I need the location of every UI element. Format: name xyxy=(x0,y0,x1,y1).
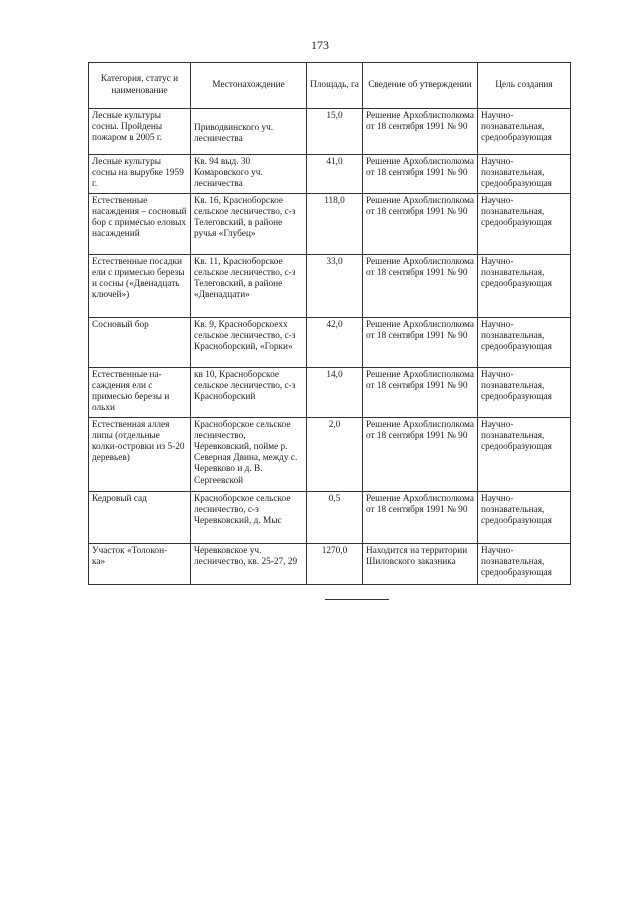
cell-area: 118,0 xyxy=(307,193,363,254)
table-row xyxy=(89,317,571,367)
cell-area: 42,0 xyxy=(307,317,363,367)
cell-purpose: Научно-познавательная, средообразующая xyxy=(478,543,571,584)
cell-area: 14,0 xyxy=(307,367,363,417)
cell-category: Участок «Толокон- ка» xyxy=(89,543,191,584)
cell-area: 33,0 xyxy=(307,254,363,317)
cell-approval: Решение Архоблисполкома от 18 сентября 1991 № 90 xyxy=(363,155,478,194)
cell-purpose: Научно-познавательная, средообразующая xyxy=(478,417,571,491)
cell-location: Кв. 11, Красноборское сельское лесничество, с-з Телеговский, в районе «Двенадцати» xyxy=(191,254,307,317)
table-row xyxy=(89,109,571,155)
cell-purpose: Научно-познавательная, средообразующая xyxy=(478,317,571,367)
cell-purpose: Научно-познавательная, средообразующая xyxy=(478,254,571,317)
header-category: Категория, статус и наименование xyxy=(89,63,191,109)
reserves-table xyxy=(88,62,571,585)
header-area: Площадь, га xyxy=(307,63,363,109)
table-row xyxy=(89,155,571,194)
table-row xyxy=(89,254,571,317)
cell-category: Кедровый сад xyxy=(89,491,191,543)
cell-location: Красноборское сельское лесничество, Черевковский, пойме р. Северная Двина, между с. Черевково и д. В. Сергеевской xyxy=(191,417,307,491)
cell-category: Лесные культуры сосны. Пройдены пожаром в 2005 г. xyxy=(89,109,191,155)
cell-category: Естественные насаждения – сосновый бор с примесью еловых насаждений xyxy=(89,193,191,254)
cell-purpose: Научно-познавательная, средообразующая xyxy=(478,109,571,155)
table-header-row xyxy=(89,63,571,109)
cell-location: кв 10, Красноборское сельское лесничество, с-з Красноборский xyxy=(191,367,307,417)
cell-approval: Решение Архоблисполкома от 18 сентября 1991 № 90 xyxy=(363,109,478,155)
header-location: Местонахождение xyxy=(191,63,307,109)
cell-purpose: Научно-познавательная, средообразующая xyxy=(478,491,571,543)
cell-location: Черевковское уч. лесничество, кв. 25-27, 29 xyxy=(191,543,307,584)
table-row xyxy=(89,193,571,254)
cell-location: Кв. 16, Красноборское сельское лесничество, с-з Телеговский, в районе ручья «Глубец» xyxy=(191,193,307,254)
footer-rule xyxy=(325,599,389,600)
cell-approval: Решение Архоблисполкома от 18 сентября 1991 № 90 xyxy=(363,491,478,543)
table-row xyxy=(89,367,571,417)
cell-area: 15,0 xyxy=(307,109,363,155)
cell-approval: Решение Архоблисполкома от 18 сентября 1991 № 90 xyxy=(363,254,478,317)
cell-approval: Решение Архоблисполкома от 18 сентября 1991 № 90 xyxy=(363,193,478,254)
cell-purpose: Научно-познавательная, средообразующая xyxy=(478,367,571,417)
cell-area: 1270,0 xyxy=(307,543,363,584)
cell-location: Кв. 9, Красноборскоеxx сельское лесничество, с-з Красноборский, «Горки» xyxy=(191,317,307,367)
cell-category: Естественные на- саждения ели с примесью березы и ольхи xyxy=(89,367,191,417)
header-approval: Сведение об утверждении xyxy=(363,63,478,109)
cell-area: 2,0 xyxy=(307,417,363,491)
header-purpose: Цель создания xyxy=(478,63,571,109)
cell-purpose: Научно-познавательная, средообразующая xyxy=(478,193,571,254)
cell-area: 41,0 xyxy=(307,155,363,194)
cell-approval: Решение Архоблисполкома от 18 сентября 1991 № 90 xyxy=(363,367,478,417)
cell-purpose: Научно-познавательная, средообразующая xyxy=(478,155,571,194)
cell-location: Приводвинского уч. лесничества xyxy=(191,109,307,155)
table-row xyxy=(89,543,571,584)
cell-location: Кв. 94 выд. 30 Комаровского уч. лесничества xyxy=(191,155,307,194)
cell-category: Сосновый бор xyxy=(89,317,191,367)
table-row xyxy=(89,491,571,543)
cell-category: Естественные посадки ели с примесью березы и сосны («Двенадцать ключей») xyxy=(89,254,191,317)
page-number: 173 xyxy=(311,38,329,52)
table-row xyxy=(89,417,571,491)
cell-area: 0,5 xyxy=(307,491,363,543)
cell-category: Лесные культуры сосны на вырубке 1959 г. xyxy=(89,155,191,194)
cell-approval: Решение Архоблисполкома от 18 сентября 1991 № 90 xyxy=(363,417,478,491)
cell-location: Красноборское сельское лесничество, с-з Черевковский, д. Мыс xyxy=(191,491,307,543)
cell-approval: Находится на территории Шиловского заказника xyxy=(363,543,478,584)
cell-approval: Решение Архоблисполкома от 18 сентября 1991 № 90 xyxy=(363,317,478,367)
cell-category: Естественная аллея липы (отдельные колки-островки из 5-20 деревьев) xyxy=(89,417,191,491)
